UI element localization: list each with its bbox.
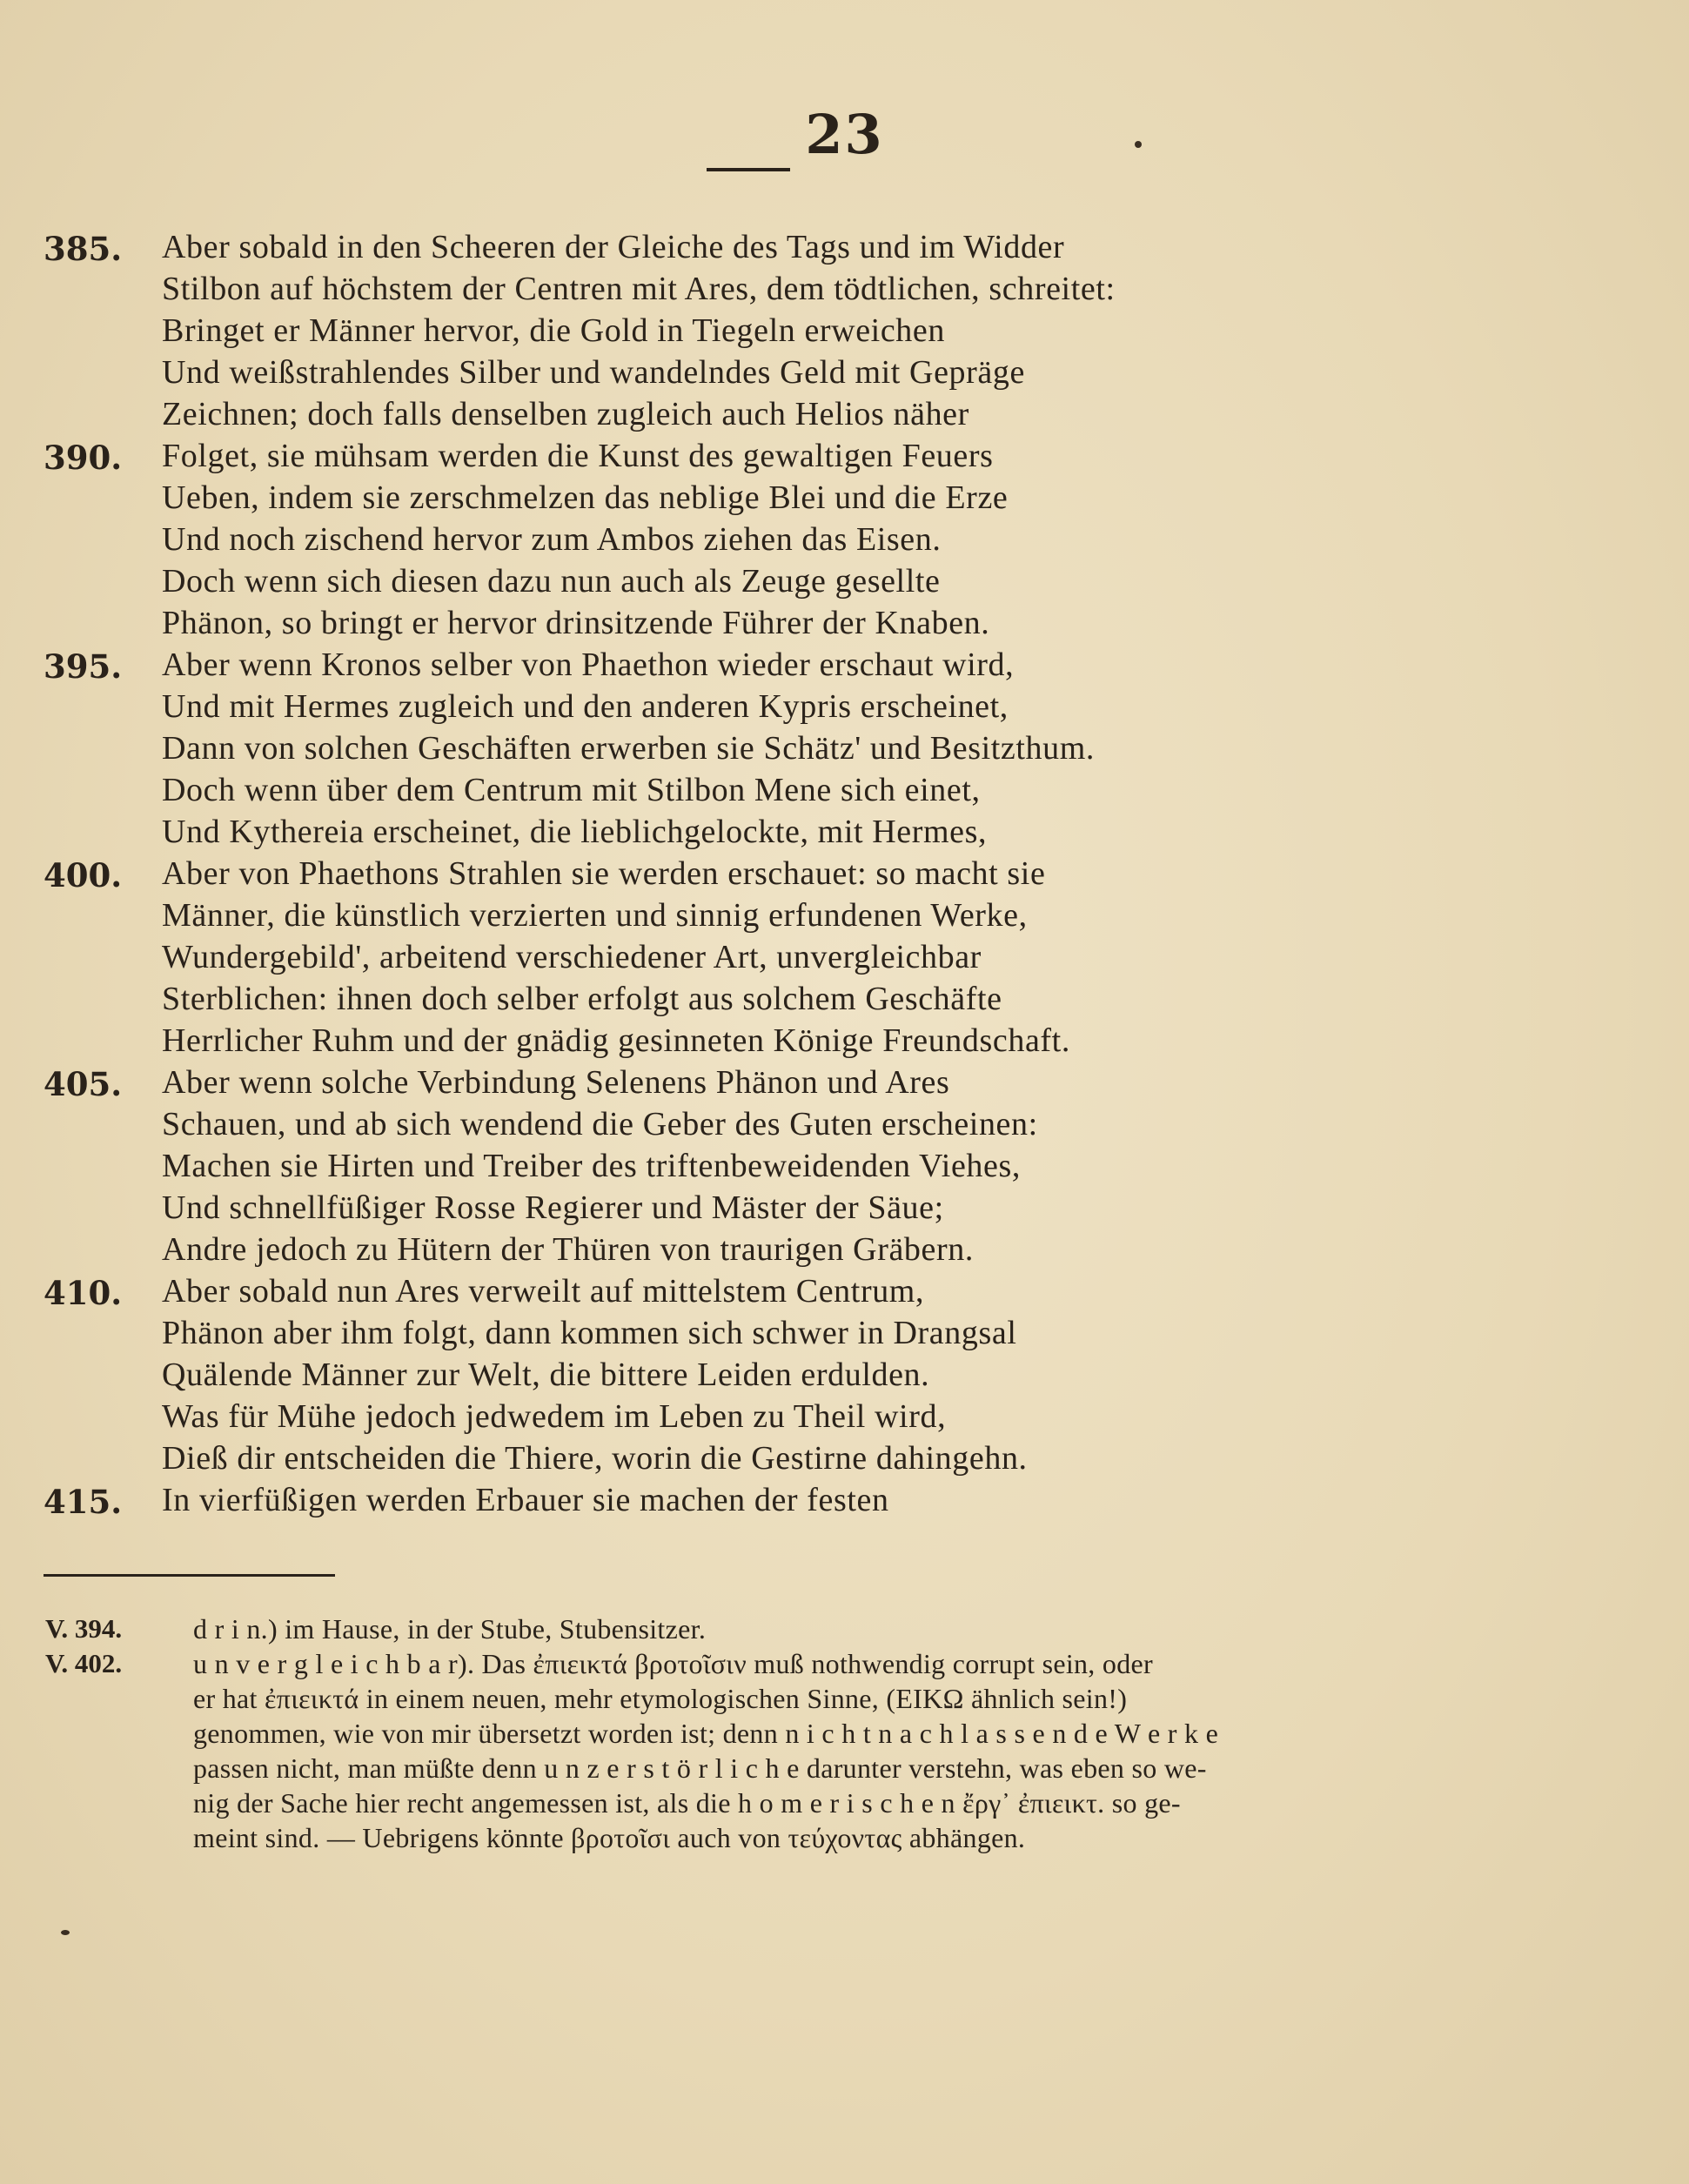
footnote-text: nig der Sache hier recht angemessen ist, als die h o m e r i s c h e n ἔργ᾽ ἐπιεικτ. so ge- — [193, 1787, 1181, 1819]
verse-line — [0, 1477, 1689, 1519]
footnote-text: meint sind. — Uebrigens könnte βροτοῖσι auch von τεύχοντας abhängen. — [193, 1822, 1026, 1853]
verse-text: Männer, die künstlich verzierten und sinnig erfundenen Werke, — [162, 897, 1028, 934]
footnote-line — [0, 1714, 1689, 1749]
verse-text: Bringet er Männer hervor, die Gold in Tiegeln erweichen — [162, 312, 945, 349]
verse-line — [0, 642, 1689, 684]
verse-number: 415. — [44, 1483, 123, 1521]
verse-text: Phänon, so bringt er hervor drinsitzende Führer der Knaben. — [162, 605, 990, 641]
verse-text: Machen sie Hirten und Treiber des triftenbeweidenden Viehes, — [162, 1148, 1021, 1184]
footnote-text: genommen, wie von mir übersetzt worden ist; denn n i c h t n a c h l a s s e n d e W e r k e — [193, 1718, 1219, 1749]
verse-text: Sterblichen: ihnen doch selber erfolgt aus solchem Geschäfte — [162, 981, 1002, 1017]
verse-text: Doch wenn über dem Centrum mit Stilbon Mene sich einet, — [162, 772, 981, 808]
verse-line — [0, 1060, 1689, 1102]
footnote-block — [0, 1610, 1689, 1853]
verse-text: Phänon aber ihm folgt, dann kommen sich schwer in Drangsal — [162, 1315, 1017, 1351]
verse-number: 395. — [44, 647, 123, 686]
footnote-text: u n v e r g l e i c h b a r). Das ἐπιεικτά βροτοῖσιν muß nothwendig corrupt sein, oder — [193, 1648, 1153, 1679]
verse-line — [0, 600, 1689, 642]
verse-text: Und weißstrahlendes Silber und wandelndes Geld mit Gepräge — [162, 354, 1025, 391]
verse-number: 385. — [44, 230, 123, 268]
verse-line — [0, 392, 1689, 433]
verse-line — [0, 809, 1689, 851]
verse-text: Dann von solchen Geschäften erwerben sie Schätz' und Besitzthum. — [162, 730, 1095, 767]
verse-text: Dieß dir entscheiden die Thiere, worin die Gestirne dahingehn. — [162, 1440, 1028, 1477]
verse-line — [0, 475, 1689, 517]
verse-number: 410. — [44, 1274, 123, 1312]
verse-text: Ueben, indem sie zerschmelzen das neblige Blei und die Erze — [162, 479, 1009, 516]
verse-line — [0, 1227, 1689, 1269]
footnote-line — [0, 1749, 1689, 1784]
footnote-line — [0, 1784, 1689, 1819]
verse-block — [0, 224, 1689, 1519]
verse-line — [0, 1394, 1689, 1436]
verse-number: 390. — [44, 439, 123, 477]
page-number-rule — [707, 168, 790, 171]
verse-text: Quälende Männer zur Welt, die bittere Leiden erdulden. — [162, 1357, 930, 1393]
footnote-text: d r i n.) im Hause, in der Stube, Stubensitzer. — [193, 1613, 707, 1645]
verse-line — [0, 224, 1689, 266]
verse-line — [0, 1436, 1689, 1477]
footnote-label: V. 402. — [45, 1648, 123, 1678]
verse-line — [0, 684, 1689, 726]
verse-line — [0, 433, 1689, 475]
verse-number: 400. — [44, 856, 123, 894]
verse-line — [0, 893, 1689, 935]
verse-line — [0, 559, 1689, 600]
verse-line — [0, 1310, 1689, 1352]
verse-text: Stilbon auf höchstem der Centren mit Ares, dem tödtlichen, schreitet: — [162, 271, 1116, 307]
verse-line — [0, 517, 1689, 559]
footnote-line — [0, 1645, 1689, 1679]
verse-text: Und Kythereia erscheinet, die lieblichgelockte, mit Hermes, — [162, 814, 988, 850]
verse-text: Schauen, und ab sich wendend die Geber des Guten erscheinen: — [162, 1106, 1038, 1142]
verse-line — [0, 767, 1689, 809]
ink-speck — [61, 1930, 70, 1935]
verse-text: In vierfüßigen werden Erbauer sie machen der festen — [162, 1482, 889, 1518]
verse-number: 405. — [44, 1065, 123, 1103]
verse-text: Zeichnen; doch falls denselben zugleich auch Helios näher — [162, 396, 969, 432]
footnote-line — [0, 1610, 1689, 1645]
verse-text: Doch wenn sich diesen dazu nun auch als Zeuge gesellte — [162, 563, 941, 600]
footnote-line — [0, 1819, 1689, 1853]
verse-text: Und schnellfüßiger Rosse Regierer und Mäster der Säue; — [162, 1189, 944, 1226]
footnote-line — [0, 1679, 1689, 1714]
verse-line — [0, 976, 1689, 1018]
verse-line — [0, 1143, 1689, 1185]
verse-text: Herrlicher Ruhm und der gnädig gesinneten Könige Freundschaft. — [162, 1022, 1070, 1059]
verse-line — [0, 1269, 1689, 1310]
ink-speck — [1135, 141, 1142, 148]
verse-line — [0, 726, 1689, 767]
verse-text: Aber wenn Kronos selber von Phaethon wieder erschaut wird, — [162, 646, 1015, 683]
verse-line — [0, 1352, 1689, 1394]
footnote-text: passen nicht, man müßte denn u n z e r s t ö r l i c h e darunter verstehn, was eben so we- — [193, 1752, 1207, 1784]
verse-text: Aber von Phaethons Strahlen sie werden erschauet: so macht sie — [162, 855, 1046, 892]
page-number: 23 — [805, 103, 884, 166]
verse-line — [0, 851, 1689, 893]
verse-line — [0, 266, 1689, 308]
verse-text: Aber sobald in den Scheeren der Gleiche des Tags und im Widder — [162, 229, 1065, 265]
footnote-rule — [44, 1574, 335, 1577]
verse-line — [0, 1018, 1689, 1060]
verse-text: Und mit Hermes zugleich und den anderen Kypris erscheinet, — [162, 688, 1009, 725]
verse-line — [0, 350, 1689, 392]
verse-line — [0, 1185, 1689, 1227]
verse-text: Und noch zischend hervor zum Ambos ziehen das Eisen. — [162, 521, 942, 558]
verse-text: Aber wenn solche Verbindung Selenens Phänon und Ares — [162, 1064, 950, 1101]
footnote-text: er hat ἐπιεικτά in einem neuen, mehr etymologischen Sinne, (EIKΩ ähnlich sein!) — [193, 1683, 1128, 1714]
verse-text: Aber sobald nun Ares verweilt auf mittelstem Centrum, — [162, 1273, 925, 1310]
verse-line — [0, 1102, 1689, 1143]
verse-line — [0, 308, 1689, 350]
verse-text: Was für Mühe jedoch jedwedem im Leben zu Theil wird, — [162, 1398, 947, 1435]
verse-text: Wundergebild', arbeitend verschiedener Art, unvergleichbar — [162, 939, 982, 975]
verse-line — [0, 935, 1689, 976]
verse-text: Folget, sie mühsam werden die Kunst des gewaltigen Feuers — [162, 438, 994, 474]
footnote-label: V. 394. — [45, 1613, 123, 1644]
verse-text: Andre jedoch zu Hütern der Thüren von traurigen Gräbern. — [162, 1231, 974, 1268]
